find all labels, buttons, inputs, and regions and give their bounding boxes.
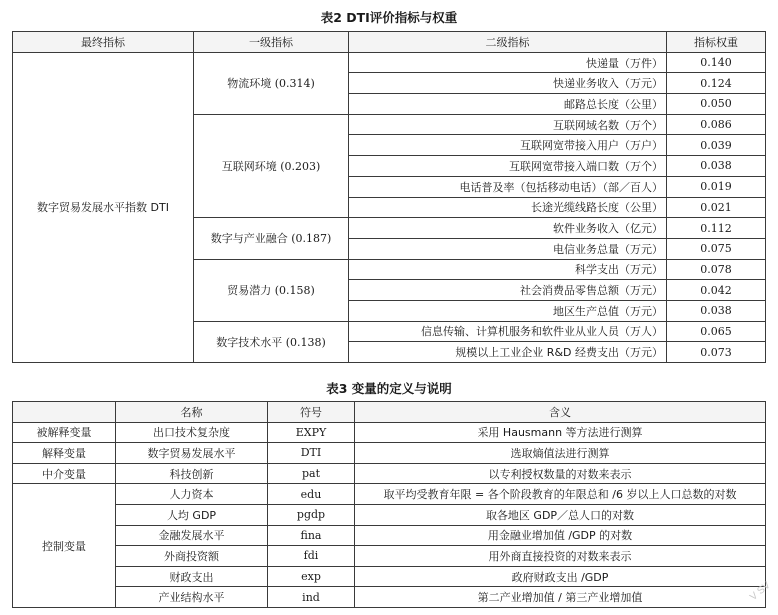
variable-name-cell: 财政支出 [116,566,268,587]
variable-symbol-cell: fdi [268,546,355,567]
primary-indicator-cell: 数字技术水平 (0.138) [194,321,349,362]
primary-indicator-cell: 贸易潜力 (0.158) [194,259,349,321]
variable-name-cell: 数字贸易发展水平 [116,443,268,464]
variable-category-cell: 中介变量 [13,463,116,484]
weight-cell: 0.019 [667,176,766,197]
table-row [13,587,766,608]
table2-column-header: 最终指标 [13,32,194,53]
table2-column-header: 指标权重 [667,32,766,53]
variable-meaning-cell: 取各地区 GDP／总人口的对数 [355,504,766,525]
weight-cell: 0.078 [667,259,766,280]
watermark: V SV [748,579,773,604]
secondary-indicator-cell: 互联网域名数（万个） [349,114,667,135]
table3-header-row [13,402,766,423]
table-row [13,525,766,546]
table3-caption: 表3 变量的定义与说明 [326,381,452,396]
weight-cell: 0.086 [667,114,766,135]
secondary-indicator-cell: 长途光缆线路长度（公里） [349,197,667,218]
table2-column-header: 一级指标 [194,32,349,53]
secondary-indicator-cell: 电话普及率（包括移动电话）（部／百人） [349,176,667,197]
variable-name-cell: 科技创新 [116,463,268,484]
weight-cell: 0.065 [667,321,766,342]
weight-cell: 0.021 [667,197,766,218]
table3-column-header [13,402,116,423]
weight-cell: 0.039 [667,135,766,156]
variable-name-cell: 外商投资额 [116,546,268,567]
variable-symbol-cell: edu [268,484,355,505]
variable-meaning-cell: 第二产业增加值 / 第三产业增加值 [355,587,766,608]
variable-name-cell: 人均 GDP [116,504,268,525]
table3-column-header: 符号 [268,402,355,423]
weight-cell: 0.050 [667,94,766,115]
table-row [13,52,766,73]
variable-meaning-cell: 用金融业增加值 /GDP 的对数 [355,525,766,546]
weight-cell: 0.042 [667,280,766,301]
table3-column-header: 名称 [116,402,268,423]
variable-symbol-cell: exp [268,566,355,587]
table-row [13,566,766,587]
secondary-indicator-cell: 社会消费品零售总额（万元） [349,280,667,301]
table2-dti-indicators [12,31,766,363]
table-row [13,463,766,484]
secondary-indicator-cell: 地区生产总值（万元） [349,300,667,321]
table-row [13,504,766,525]
variable-meaning-cell: 取平均受教育年限 = 各个阶段教育的年限总和 /6 岁以上人口总数的对数 [355,484,766,505]
weight-cell: 0.073 [667,342,766,363]
variable-category-cell: 解释变量 [13,443,116,464]
variable-name-cell: 出口技术复杂度 [116,422,268,443]
variable-name-cell: 金融发展水平 [116,525,268,546]
weight-cell: 0.124 [667,73,766,94]
variable-symbol-cell: pgdp [268,504,355,525]
variable-meaning-cell: 采用 Hausmann 等方法进行测算 [355,422,766,443]
weight-cell: 0.112 [667,218,766,239]
table2-column-header: 二级指标 [349,32,667,53]
table-row [13,484,766,505]
weight-cell: 0.075 [667,238,766,259]
variable-meaning-cell: 用外商直接投资的对数来表示 [355,546,766,567]
weight-cell: 0.038 [667,300,766,321]
table-row [13,422,766,443]
secondary-indicator-cell: 软件业务收入（亿元） [349,218,667,239]
variable-symbol-cell: fina [268,525,355,546]
secondary-indicator-cell: 快递业务收入（万元） [349,73,667,94]
variable-meaning-cell: 政府财政支出 /GDP [355,566,766,587]
variable-meaning-cell: 以专利授权数量的对数来表示 [355,463,766,484]
primary-indicator-cell: 互联网环境 (0.203) [194,114,349,217]
final-indicator-cell: 数字贸易发展水平指数 DTI [13,52,194,362]
weight-cell: 0.038 [667,156,766,177]
primary-indicator-cell: 物流环境 (0.314) [194,52,349,114]
table2-caption: 表2 DTI评价指标与权重 [320,10,458,25]
variable-category-cell: 控制变量 [13,484,116,608]
variable-symbol-cell: pat [268,463,355,484]
secondary-indicator-cell: 电信业务总量（万元） [349,238,667,259]
primary-indicator-cell: 数字与产业融合 (0.187) [194,218,349,259]
secondary-indicator-cell: 科学支出（万元） [349,259,667,280]
variable-category-cell: 被解释变量 [13,422,116,443]
table3-variables [12,401,766,608]
secondary-indicator-cell: 互联网宽带接入端口数（万个） [349,156,667,177]
variable-name-cell: 产业结构水平 [116,587,268,608]
weight-cell: 0.140 [667,52,766,73]
secondary-indicator-cell: 互联网宽带接入用户（万户） [349,135,667,156]
variable-meaning-cell: 选取熵值法进行测算 [355,443,766,464]
table-row [13,443,766,464]
variable-name-cell: 人力资本 [116,484,268,505]
table-row [13,546,766,567]
table3-column-header: 含义 [355,402,766,423]
variable-symbol-cell: ind [268,587,355,608]
secondary-indicator-cell: 快递量（万件） [349,52,667,73]
table2-header-row [13,32,766,53]
secondary-indicator-cell: 规模以上工业企业 R&D 经费支出（万元） [349,342,667,363]
secondary-indicator-cell: 信息传输、计算机服务和软件业从业人员（万人） [349,321,667,342]
secondary-indicator-cell: 邮路总长度（公里） [349,94,667,115]
variable-symbol-cell: EXPY [268,422,355,443]
variable-symbol-cell: DTI [268,443,355,464]
